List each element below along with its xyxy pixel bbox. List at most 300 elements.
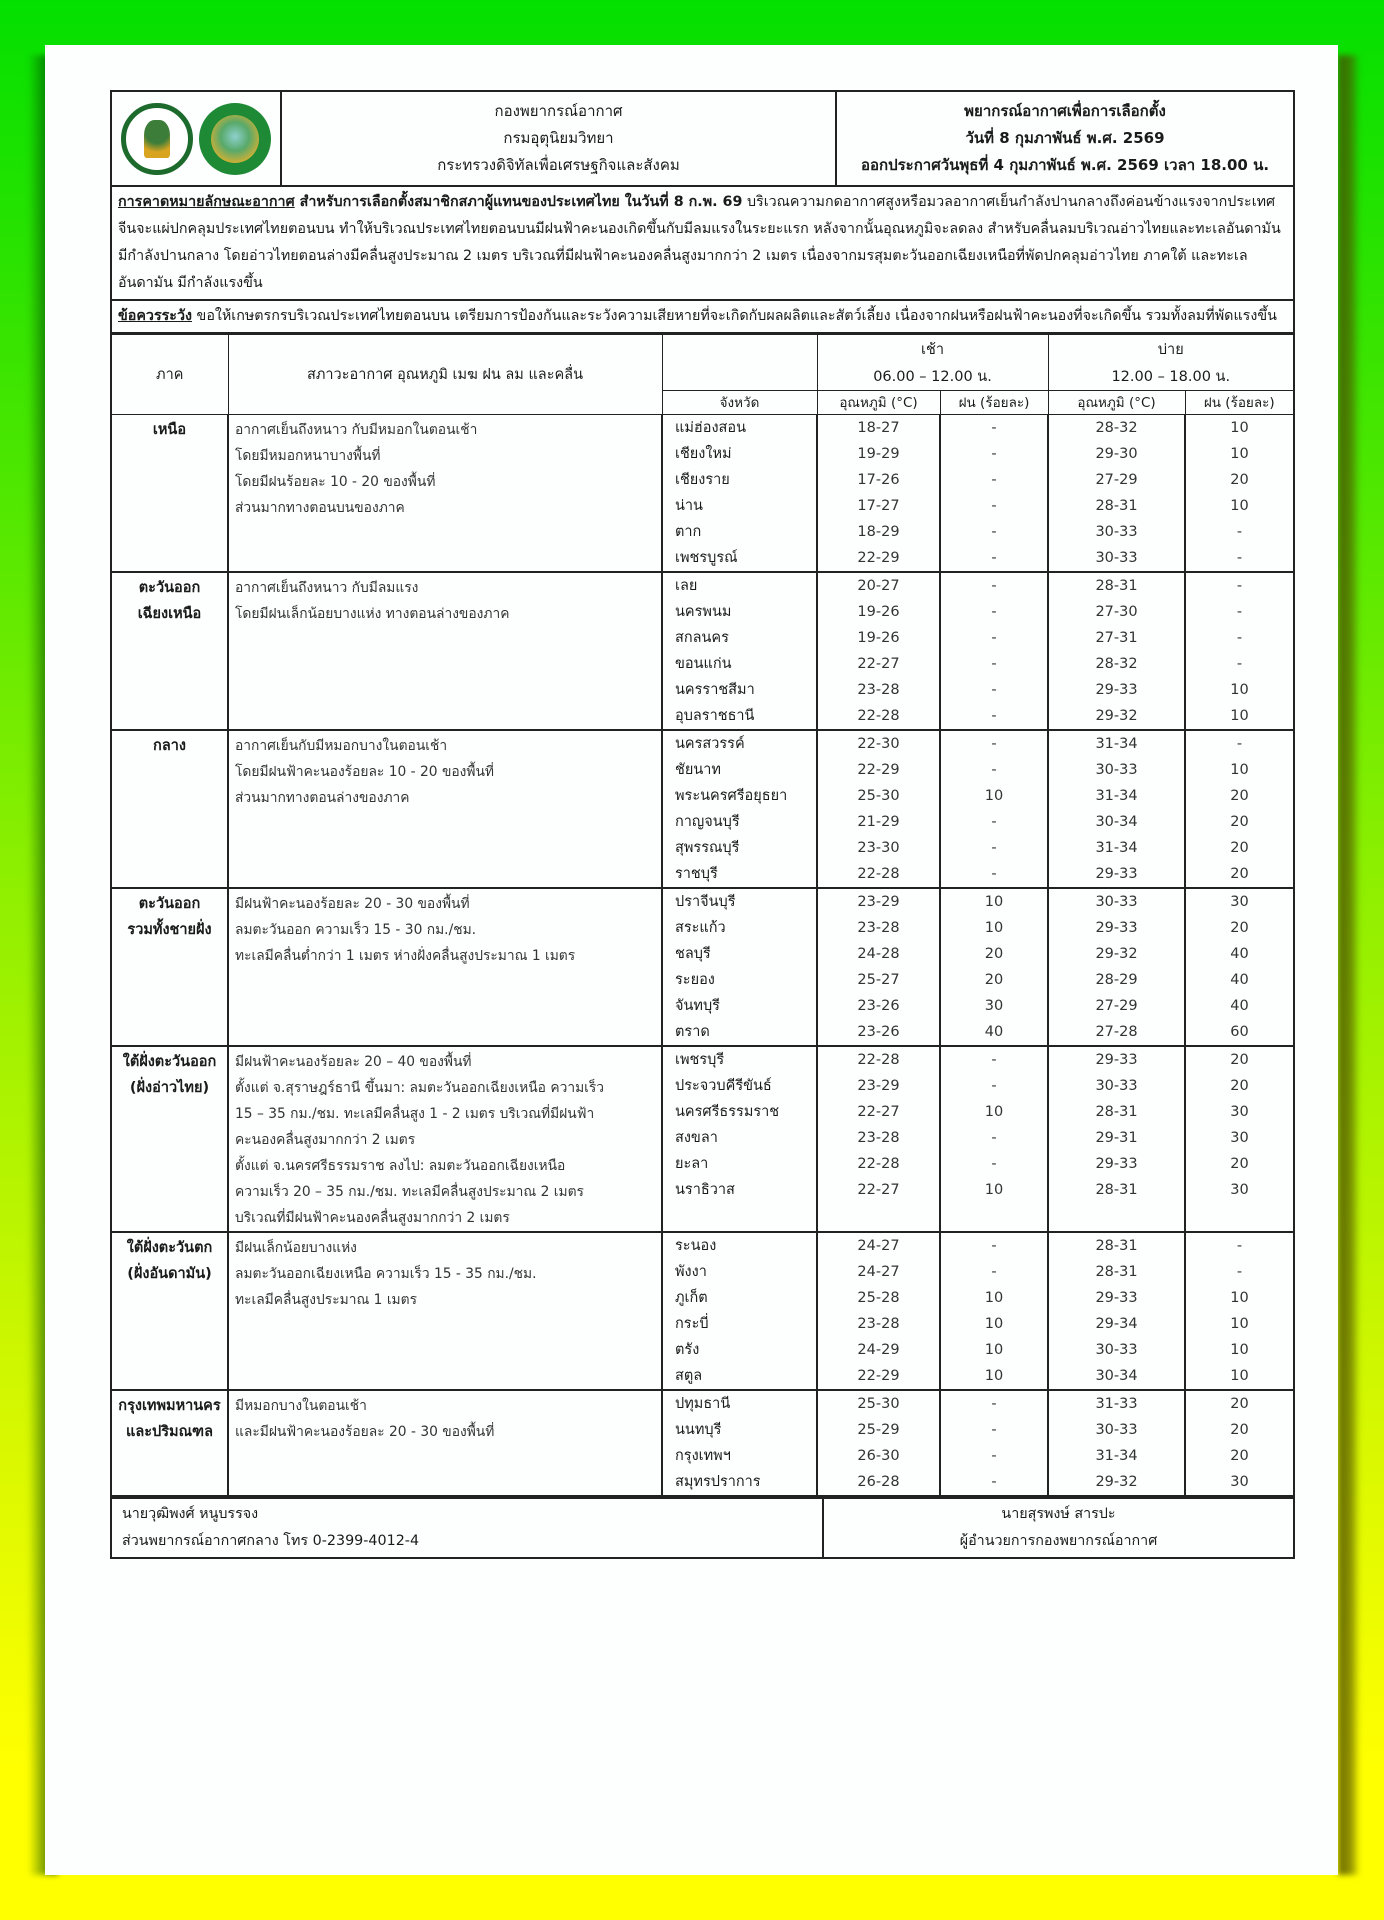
afternoon-temp: 30-33 xyxy=(1095,761,1138,778)
afternoon-temp: 30-33 xyxy=(1095,549,1138,566)
province-name: นครสวรรค์ xyxy=(675,735,745,752)
morning-rain: - xyxy=(991,655,997,672)
condition-line: คะนองคลื่นสูงมากกว่า 2 เมตร xyxy=(235,1131,416,1148)
morning-rain-column xyxy=(940,1390,1048,1496)
province-name-column xyxy=(662,414,817,572)
region-name-line: ตะวันออก xyxy=(138,579,201,596)
region-name-line: (ฝั่งอ่าวไทย) xyxy=(129,1079,210,1096)
morning-temp: 25-27 xyxy=(857,971,900,988)
condition-line: 15 – 35 กม./ชม. ทะเลมีคลื่นสูง 1 - 2 เมตร บริเวณที่มีฝนฟ้า xyxy=(235,1105,595,1122)
province-name: นครราชสีมา xyxy=(675,681,755,698)
afternoon-temp: 29-34 xyxy=(1095,1315,1138,1332)
afternoon-temp: 29-33 xyxy=(1095,681,1138,698)
province-name: ภูเก็ต xyxy=(675,1289,708,1306)
morning-rain: - xyxy=(991,629,997,646)
afternoon-temp: 29-30 xyxy=(1095,445,1138,462)
afternoon-rain: 20 xyxy=(1230,839,1249,856)
region-row xyxy=(112,572,1293,730)
province-name: พังงา xyxy=(675,1263,707,1280)
morning-temp: 22-28 xyxy=(857,1051,900,1068)
forecast-date-inline: ในวันที่ 8 ก.พ. 69 xyxy=(624,194,743,210)
afternoon-temp: 27-29 xyxy=(1095,471,1138,488)
col-header-am-temp: อุณหภูมิ (°C) xyxy=(817,390,940,414)
region-name-line: (ฝั่งอันดามัน) xyxy=(127,1265,212,1282)
afternoon-rain: 30 xyxy=(1230,893,1249,910)
afternoon-rain-column xyxy=(1185,888,1293,1046)
condition-line: ทะเลมีคลื่นต่ำกว่า 1 เมตร ห่างฝั่งคลื่นสูงประมาณ 1 เมตร xyxy=(235,947,576,964)
morning-temp: 22-29 xyxy=(857,549,900,566)
afternoon-rain: 30 xyxy=(1230,1129,1249,1146)
afternoon-temp: 30-34 xyxy=(1095,1367,1138,1384)
afternoon-temp-column xyxy=(1048,1390,1185,1496)
condition-line: มีฝนฟ้าคะนองร้อยละ 20 – 40 ของพื้นที่ xyxy=(235,1053,472,1070)
morning-rain: - xyxy=(991,1237,997,1254)
condition-line: โดยมีฝนฟ้าคะนองร้อยละ 10 - 20 ของพื้นที่ xyxy=(235,763,495,780)
morning-rain: - xyxy=(991,865,997,882)
org-line: กองพยากรณ์อากาศ xyxy=(494,102,623,120)
morning-rain: - xyxy=(991,419,997,436)
afternoon-rain: 10 xyxy=(1230,1289,1249,1306)
document-footer xyxy=(112,1497,1293,1557)
organization-block xyxy=(282,92,837,185)
morning-temp: 19-26 xyxy=(857,603,900,620)
afternoon-rain: 10 xyxy=(1230,1315,1249,1332)
condition-line: ส่วนมากทางตอนล่างของภาค xyxy=(235,789,410,806)
province-name: ปราจีนบุรี xyxy=(675,893,736,910)
province-name: ตรัง xyxy=(675,1341,700,1358)
condition-line: อากาศเย็นถึงหนาว กับมีลมแรง xyxy=(235,579,419,596)
morning-rain: - xyxy=(991,681,997,698)
morning-rain-column xyxy=(940,888,1048,1046)
col-header-region: ภาค xyxy=(112,335,228,415)
morning-rain: - xyxy=(991,813,997,830)
province-name: ชัยนาท xyxy=(675,761,721,778)
morning-rain-column xyxy=(940,730,1048,888)
region-name xyxy=(112,414,228,572)
condition-line: มีฝนฟ้าคะนองร้อยละ 20 - 30 ของพื้นที่ xyxy=(235,895,470,912)
afternoon-rain: - xyxy=(1236,603,1243,620)
afternoon-temp: 27-31 xyxy=(1095,629,1138,646)
afternoon-rain: 30 xyxy=(1230,1103,1249,1120)
afternoon-temp: 28-31 xyxy=(1095,577,1138,594)
morning-rain: - xyxy=(991,1395,997,1412)
afternoon-temp: 28-31 xyxy=(1095,1237,1138,1254)
region-name xyxy=(112,1390,228,1496)
morning-temp-column xyxy=(817,414,940,572)
condition-line: โดยมีฝนเล็กน้อยบางแห่ง ทางตอนล่างของภาค xyxy=(235,605,510,622)
forecast-table xyxy=(112,334,1293,1497)
region-conditions xyxy=(228,1390,662,1496)
afternoon-rain: 30 xyxy=(1230,1473,1249,1490)
morning-rain-column xyxy=(940,1046,1048,1232)
province-name: ปทุมธานี xyxy=(675,1395,731,1412)
afternoon-rain: 20 xyxy=(1230,1447,1249,1464)
afternoon-temp: 29-33 xyxy=(1095,919,1138,936)
afternoon-temp-column xyxy=(1048,730,1185,888)
condition-line: ตั้งแต่ จ.นครศรีธรรมราช ลงไป: ลมตะวันออกเฉียงเหนือ xyxy=(235,1157,566,1174)
morning-temp: 19-26 xyxy=(857,629,900,646)
region-name xyxy=(112,1232,228,1390)
afternoon-temp: 31-33 xyxy=(1095,1395,1138,1412)
afternoon-rain-column xyxy=(1185,1390,1293,1496)
afternoon-temp-column xyxy=(1048,1232,1185,1390)
morning-rain: - xyxy=(991,445,997,462)
col-header-conditions: สภาวะอากาศ อุณหภูมิ เมฆ ฝน ลม และคลื่น xyxy=(228,335,662,415)
region-name-line: ตะวันออก xyxy=(138,895,201,912)
morning-temp: 18-27 xyxy=(857,419,900,436)
afternoon-rain-column xyxy=(1185,572,1293,730)
title-line: พยากรณ์อากาศเพื่อการเลือกตั้ง xyxy=(964,102,1166,120)
afternoon-temp: 28-31 xyxy=(1095,1263,1138,1280)
province-name: เพชรบูรณ์ xyxy=(675,549,738,566)
afternoon-temp: 30-33 xyxy=(1095,1077,1138,1094)
region-row xyxy=(112,1390,1293,1496)
forecast-body: บริเวณความกดอากาศสูงหรือมวลอากาศเย็นกำลังปานกลางถึงค่อนข้างแรงจากประเทศจีนจะแผ่ปกคลุมประเทศไทยตอนบน ทำให้บริเวณประเทศไทยตอนบนมีฝนฟ้าคะนองเกิดขึ้นกับมีลมแรงในระยะแรก หลังจากนั้นอุณหภูมิจะลดลง สำหรับคลื่นลมบริเวณอ่าวไทยและทะเลอันดามันมีกำลังปานกลาง โดยอ่าวไทยตอนล่างมีคลื่นสูงประมาณ 2 เมตร บริเวณที่มีฝนฟ้าคะนองคลื่นสูงมากกว่า 2 เมตร เนื่องจากมรสุมตะวันออกเฉียงเหนือที่พัดปกคลุมอ่าวไทย ภาคใต้ และทะเลอันดามัน มีกำลังแรงขึ้น xyxy=(118,194,1281,291)
afternoon-rain: 20 xyxy=(1230,1421,1249,1438)
province-name-column xyxy=(662,1046,817,1232)
region-name-line: กลาง xyxy=(153,737,186,754)
afternoon-rain: - xyxy=(1236,655,1243,672)
org-line: กรมอุตุนิยมวิทยา xyxy=(503,129,614,147)
province-name: จันทบุรี xyxy=(675,997,720,1014)
morning-temp: 25-30 xyxy=(857,787,900,804)
region-name-line: เฉียงเหนือ xyxy=(137,605,202,622)
province-name: ตราด xyxy=(675,1023,710,1040)
morning-rain: 30 xyxy=(984,997,1004,1014)
afternoon-temp: 30-34 xyxy=(1095,813,1138,830)
morning-temp: 25-28 xyxy=(857,1289,900,1306)
province-name: สกลนคร xyxy=(675,629,729,646)
afternoon-temp: 29-33 xyxy=(1095,1051,1138,1068)
morning-temp-column xyxy=(817,1232,940,1390)
morning-temp: 23-28 xyxy=(857,1129,900,1146)
weather-forecast-document xyxy=(110,90,1295,1559)
morning-rain: - xyxy=(991,1421,997,1438)
region-name-line: ใต้ฝั่งตะวันออก xyxy=(122,1053,217,1070)
morning-temp: 24-29 xyxy=(857,1341,900,1358)
condition-line: โดยมีฝนร้อยละ 10 - 20 ของพื้นที่ xyxy=(235,473,436,490)
province-name: กรุงเทพฯ xyxy=(675,1447,731,1464)
morning-temp: 26-28 xyxy=(857,1473,900,1490)
morning-rain: 20 xyxy=(984,971,1004,988)
morning-temp: 22-28 xyxy=(857,865,900,882)
morning-rain-column xyxy=(940,1232,1048,1390)
afternoon-rain-column xyxy=(1185,730,1293,888)
province-name: เชียงราย xyxy=(675,471,730,488)
warning-paragraph xyxy=(112,301,1293,334)
afternoon-temp-column xyxy=(1048,572,1185,730)
region-name-line: กรุงเทพมหานคร xyxy=(118,1397,221,1414)
morning-temp: 22-27 xyxy=(857,655,900,672)
province-name: เลย xyxy=(675,577,698,594)
morning-rain: 10 xyxy=(984,1103,1004,1120)
morning-temp: 23-29 xyxy=(857,893,900,910)
afternoon-temp: 28-32 xyxy=(1095,419,1138,436)
morning-temp: 22-27 xyxy=(857,1181,900,1198)
afternoon-rain: - xyxy=(1236,577,1243,594)
afternoon-rain: - xyxy=(1236,629,1243,646)
afternoon-temp: 29-32 xyxy=(1095,1473,1138,1490)
province-name-column xyxy=(662,888,817,1046)
province-name-column xyxy=(662,1390,817,1496)
morning-temp: 18-29 xyxy=(857,523,900,540)
afternoon-temp: 28-31 xyxy=(1095,1181,1138,1198)
afternoon-temp: 28-32 xyxy=(1095,655,1138,672)
condition-line: อากาศเย็นถึงหนาว กับมีหมอกในตอนเช้า xyxy=(235,421,478,438)
afternoon-temp: 30-33 xyxy=(1095,1341,1138,1358)
region-row xyxy=(112,1046,1293,1232)
afternoon-temp: 29-33 xyxy=(1095,865,1138,882)
afternoon-temp xyxy=(1055,1203,1178,1229)
region-name-line: รวมทั้งชายฝั่ง xyxy=(127,921,212,938)
morning-temp: 17-27 xyxy=(857,497,900,514)
morning-temp: 22-28 xyxy=(857,1155,900,1172)
afternoon-rain: - xyxy=(1236,523,1243,540)
province-name: เชียงใหม่ xyxy=(675,445,732,462)
director-title: ผู้อำนวยการกองพยากรณ์อากาศ xyxy=(959,1532,1158,1549)
document-title xyxy=(837,92,1293,185)
morning-temp: 22-30 xyxy=(857,735,900,752)
province-name: ตาก xyxy=(675,523,702,540)
afternoon-rain: - xyxy=(1236,549,1243,566)
afternoon-rain: 40 xyxy=(1230,997,1249,1014)
morning-rain: - xyxy=(991,839,997,856)
morning-temp-column xyxy=(817,1390,940,1496)
province-name: สมุทรปราการ xyxy=(675,1473,761,1490)
province-name xyxy=(675,1203,810,1229)
morning-temp: 17-26 xyxy=(857,471,900,488)
afternoon-rain: 10 xyxy=(1230,1367,1249,1384)
morning-temp: 22-27 xyxy=(857,1103,900,1120)
morning-temp-column xyxy=(817,1046,940,1232)
region-row xyxy=(112,1232,1293,1390)
afternoon-rain: 10 xyxy=(1230,497,1249,514)
warning-heading: ข้อควรระวัง xyxy=(118,308,192,324)
province-name-column xyxy=(662,1232,817,1390)
afternoon-rain: 10 xyxy=(1230,445,1249,462)
forecast-intro: สำหรับการเลือกตั้งสมาชิกสภาผู้แทนของประเทศไทย xyxy=(294,194,625,210)
morning-temp: 26-30 xyxy=(857,1447,900,1464)
morning-temp: 23-29 xyxy=(857,1077,900,1094)
morning-rain: - xyxy=(991,603,997,620)
morning-rain: 10 xyxy=(984,787,1004,804)
morning-temp: 23-28 xyxy=(857,1315,900,1332)
region-conditions xyxy=(228,1046,662,1232)
condition-line: อากาศเย็นกับมีหมอกบางในตอนเช้า xyxy=(235,737,448,754)
afternoon-temp: 31-34 xyxy=(1095,735,1138,752)
province-name: น่าน xyxy=(675,497,703,514)
morning-rain: - xyxy=(991,497,997,514)
col-header-pm-rain: ฝน (ร้อยละ) xyxy=(1185,390,1293,414)
afternoon-temp: 29-31 xyxy=(1095,1129,1138,1146)
afternoon-temp-column xyxy=(1048,888,1185,1046)
afternoon-temp-column xyxy=(1048,1046,1185,1232)
morning-rain: 20 xyxy=(984,945,1004,962)
afternoon-rain: 10 xyxy=(1230,681,1249,698)
province-name: นครศรีธรรมราช xyxy=(675,1103,780,1120)
org-line: กระทรวงดิจิทัลเพื่อเศรษฐกิจและสังคม xyxy=(437,156,680,174)
morning-temp: 24-28 xyxy=(857,945,900,962)
morning-rain: - xyxy=(991,1129,997,1146)
morning-temp: 24-27 xyxy=(857,1263,900,1280)
region-row xyxy=(112,730,1293,888)
morning-temp: 19-29 xyxy=(857,445,900,462)
morning-rain: 10 xyxy=(984,1341,1004,1358)
morning-temp: 23-26 xyxy=(857,1023,900,1040)
afternoon-rain: 10 xyxy=(1230,419,1249,436)
region-name xyxy=(112,730,228,888)
forecast-date: วันที่ 8 กุมภาพันธ์ พ.ศ. 2569 xyxy=(965,129,1165,147)
col-header-afternoon: บ่าย xyxy=(1048,335,1293,364)
forecaster-name: นายวุฒิพงศ์ หนูบรรจง xyxy=(122,1505,259,1522)
morning-rain: - xyxy=(991,735,997,752)
morning-rain: 10 xyxy=(984,1315,1004,1332)
region-name xyxy=(112,572,228,730)
morning-rain xyxy=(947,1203,1041,1229)
condition-line: โดยมีหมอกหนาบางพื้นที่ xyxy=(235,447,381,464)
morning-temp: 22-28 xyxy=(857,707,900,724)
afternoon-rain: 20 xyxy=(1230,787,1249,804)
region-conditions xyxy=(228,414,662,572)
province-name: ระนอง xyxy=(675,1237,717,1254)
col-header-morning: เช้า xyxy=(817,335,1048,364)
region-conditions xyxy=(228,888,662,1046)
morning-rain: - xyxy=(991,761,997,778)
afternoon-temp: 29-33 xyxy=(1095,1289,1138,1306)
morning-temp-column xyxy=(817,888,940,1046)
condition-line: ลมตะวันออกเฉียงเหนือ ความเร็ว 15 - 35 กม./ชม. xyxy=(235,1265,537,1282)
afternoon-rain-column xyxy=(1185,1232,1293,1390)
afternoon-temp: 30-33 xyxy=(1095,893,1138,910)
col-header-afternoon-time: 12.00 – 18.00 น. xyxy=(1048,363,1293,390)
morning-rain: - xyxy=(991,577,997,594)
morning-rain: 10 xyxy=(984,919,1004,936)
afternoon-temp: 28-31 xyxy=(1095,497,1138,514)
afternoon-temp: 28-31 xyxy=(1095,1103,1138,1120)
province-name: พระนครศรีอยุธยา xyxy=(675,787,788,804)
forecaster-contact: ส่วนพยากรณ์อากาศกลาง โทร 0-2399-4012-4 xyxy=(122,1532,420,1549)
province-name: ประจวบคีรีขันธ์ xyxy=(675,1077,772,1094)
ministry-logo-icon xyxy=(121,103,193,175)
afternoon-rain: 10 xyxy=(1230,761,1249,778)
region-name xyxy=(112,888,228,1046)
morning-temp xyxy=(824,1203,933,1229)
issue-time: ออกประกาศวันพุธที่ 4 กุมภาพันธ์ พ.ศ. 2569 เวลา 18.00 น. xyxy=(860,156,1270,174)
morning-rain: - xyxy=(991,471,997,488)
province-name-column xyxy=(662,572,817,730)
morning-rain: - xyxy=(991,1077,997,1094)
morning-temp: 23-30 xyxy=(857,839,900,856)
province-name: กระบี่ xyxy=(675,1315,709,1332)
morning-rain-column xyxy=(940,414,1048,572)
morning-rain: 10 xyxy=(984,1367,1004,1384)
morning-temp: 21-29 xyxy=(857,813,900,830)
condition-line: ตั้งแต่ จ.สุราษฎร์ธานี ขึ้นมา: ลมตะวันออกเฉียงเหนือ ความเร็ว xyxy=(235,1079,605,1096)
morning-rain: - xyxy=(991,549,997,566)
afternoon-temp: 31-34 xyxy=(1095,787,1138,804)
afternoon-temp: 30-33 xyxy=(1095,523,1138,540)
afternoon-rain: 30 xyxy=(1230,1181,1249,1198)
afternoon-rain: 20 xyxy=(1230,813,1249,830)
region-conditions xyxy=(228,572,662,730)
afternoon-rain: - xyxy=(1236,735,1243,752)
condition-line: ลมตะวันออก ความเร็ว 15 - 30 กม./ชม. xyxy=(235,921,477,938)
morning-rain: 40 xyxy=(984,1023,1004,1040)
afternoon-rain xyxy=(1192,1203,1287,1229)
director-signature xyxy=(824,1499,1293,1557)
condition-line: และมีฝนฟ้าคะนองร้อยละ 20 - 30 ของพื้นที่ xyxy=(235,1423,495,1440)
morning-temp: 23-28 xyxy=(857,919,900,936)
col-header-province: จังหวัด xyxy=(662,390,817,414)
condition-line: มีฝนเล็กน้อยบางแห่ง xyxy=(235,1239,357,1256)
afternoon-rain: 20 xyxy=(1230,865,1249,882)
afternoon-rain: 20 xyxy=(1230,1395,1249,1412)
province-name: ชลบุรี xyxy=(675,945,711,962)
forecaster-signature xyxy=(112,1499,824,1557)
province-name: สตูล xyxy=(675,1367,703,1384)
province-name: ระยอง xyxy=(675,971,715,988)
condition-line: มีหมอกบางในตอนเช้า xyxy=(235,1397,367,1414)
condition-line: บริเวณที่มีฝนฟ้าคะนองคลื่นสูงมากกว่า 2 เมตร xyxy=(235,1209,510,1226)
afternoon-rain-column xyxy=(1185,1046,1293,1232)
morning-temp: 24-27 xyxy=(857,1237,900,1254)
afternoon-rain: 10 xyxy=(1230,707,1249,724)
morning-rain: - xyxy=(991,523,997,540)
afternoon-rain: 20 xyxy=(1230,471,1249,488)
tmd-logo-icon xyxy=(199,103,271,175)
province-name: แม่ฮ่องสอน xyxy=(675,419,747,436)
afternoon-rain: 20 xyxy=(1230,919,1249,936)
document-header xyxy=(112,92,1293,187)
afternoon-temp: 31-34 xyxy=(1095,1447,1138,1464)
col-header-morning-time: 06.00 – 12.00 น. xyxy=(817,363,1048,390)
province-name: ขอนแก่น xyxy=(675,655,732,672)
morning-rain: 10 xyxy=(984,1181,1004,1198)
province-name: สระแก้ว xyxy=(675,919,726,936)
afternoon-temp: 31-34 xyxy=(1095,839,1138,856)
region-name-line: เหนือ xyxy=(152,421,187,438)
province-name: กาญจนบุรี xyxy=(675,813,740,830)
condition-line: ทะเลมีคลื่นสูงประมาณ 1 เมตร xyxy=(235,1291,417,1308)
province-name: สุพรรณบุรี xyxy=(675,839,740,856)
condition-line: ส่วนมากทางตอนบนของภาค xyxy=(235,499,405,516)
morning-temp-column xyxy=(817,572,940,730)
region-name-line: ใต้ฝั่งตะวันตก xyxy=(126,1239,213,1256)
afternoon-rain: 20 xyxy=(1230,1077,1249,1094)
morning-temp: 20-27 xyxy=(857,577,900,594)
afternoon-rain: - xyxy=(1236,1263,1243,1280)
forecast-heading: การคาดหมายลักษณะอากาศ xyxy=(118,194,295,210)
morning-temp: 23-28 xyxy=(857,681,900,698)
morning-rain: - xyxy=(991,1155,997,1172)
afternoon-rain-column xyxy=(1185,414,1293,572)
afternoon-temp: 28-29 xyxy=(1095,971,1138,988)
region-row xyxy=(112,888,1293,1046)
province-name: อุบลราชธานี xyxy=(675,707,755,724)
province-name: นนทบุรี xyxy=(675,1421,722,1438)
province-name: ยะลา xyxy=(675,1155,709,1172)
morning-rain: 10 xyxy=(984,1289,1004,1306)
province-name: นราธิวาส xyxy=(675,1181,735,1198)
afternoon-temp-column xyxy=(1048,414,1185,572)
morning-rain: - xyxy=(991,1051,997,1068)
forecast-table-body xyxy=(112,414,1293,1496)
director-name: นายสุรพงษ์ สารปะ xyxy=(1001,1505,1116,1522)
afternoon-rain: 20 xyxy=(1230,1051,1249,1068)
logo-group xyxy=(112,92,282,185)
region-conditions xyxy=(228,1232,662,1390)
morning-rain: - xyxy=(991,1447,997,1464)
